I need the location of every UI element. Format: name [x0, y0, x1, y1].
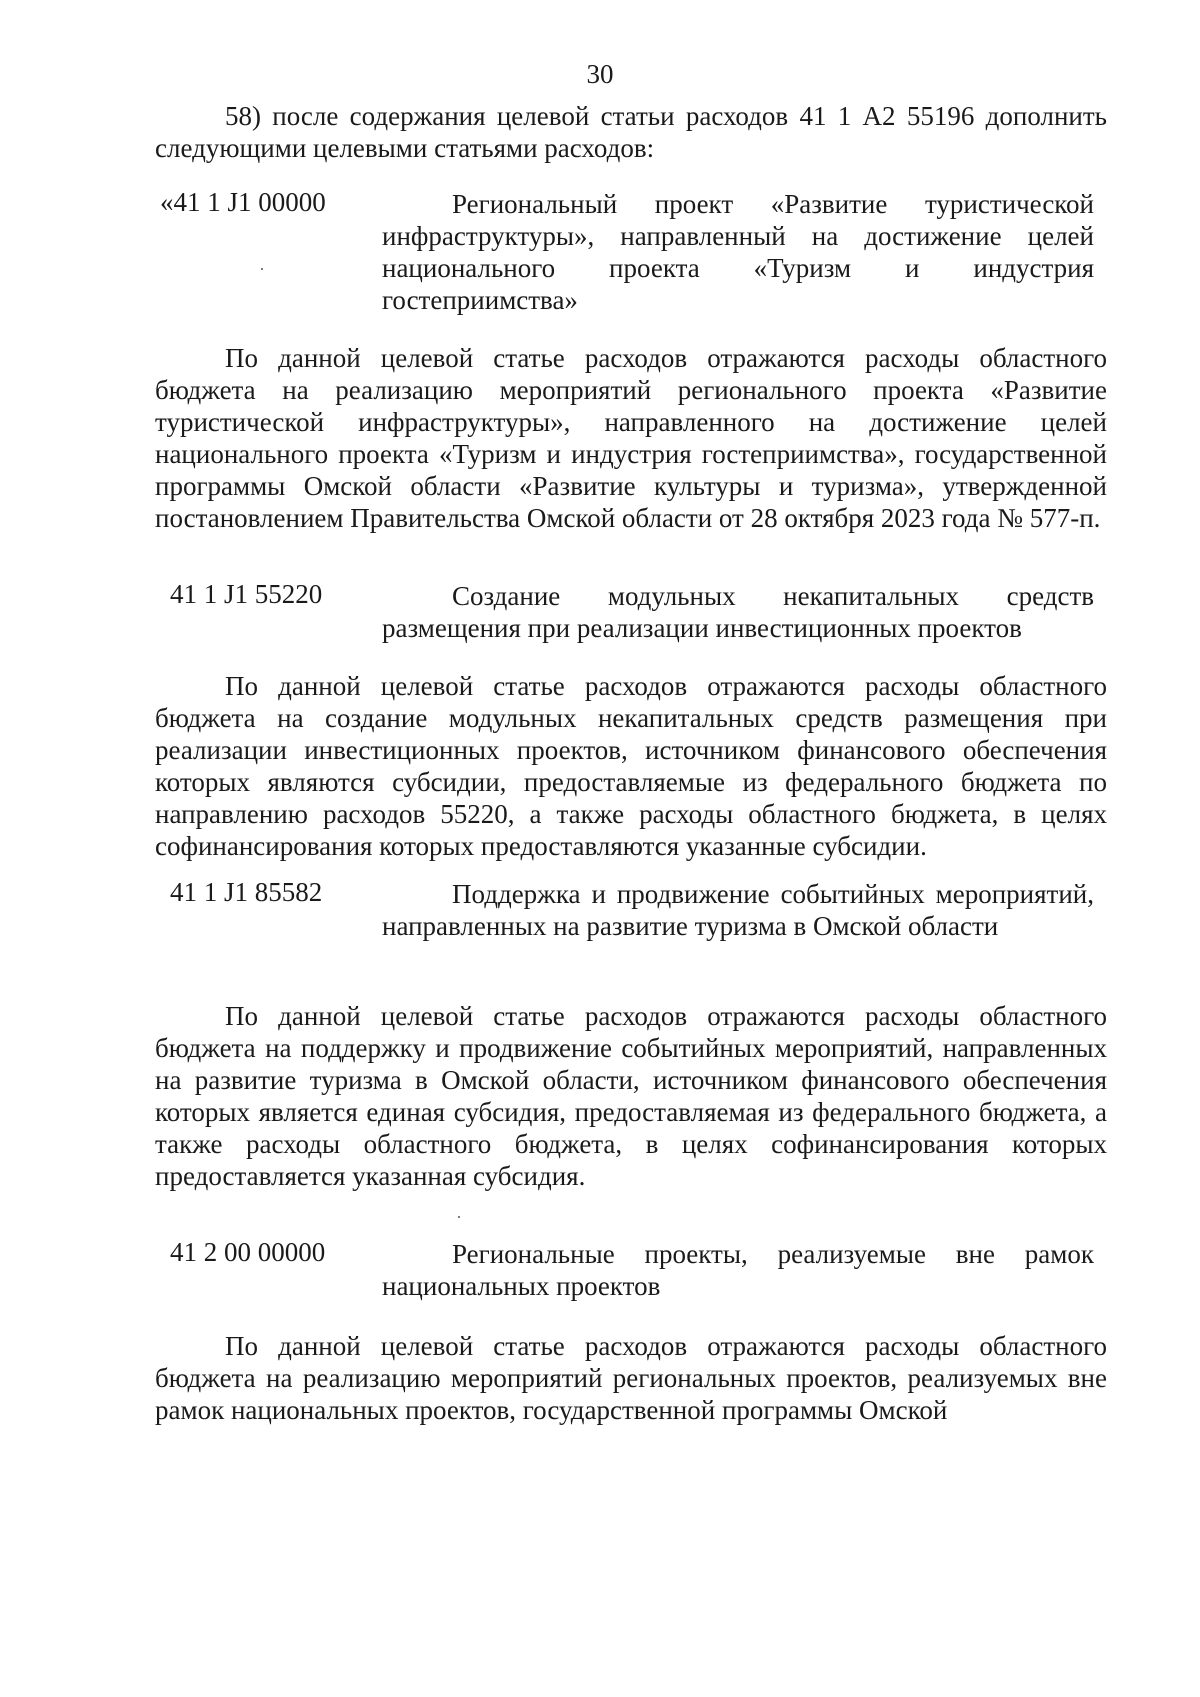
entry-description: По данной целевой статье расходов отражаются расходы областного бюджета на реализацию мероприятий регионального проекта «Развитие туристической инфраструктуры», направленного на достижение целей национального проекта «Туризм и индустрия гостеприимства», государственной программы Омской области «Развитие культуры и туризма», утвержденной постановлением Правительства Омской области от 28 октября 2023 года № 577-п. [155, 343, 1107, 533]
scan-speck [458, 1216, 460, 1218]
scan-speck [261, 268, 263, 270]
page-number: 30 [586, 59, 614, 89]
entry-title: Региональные проекты, реализуемые вне рамок национальных проектов [382, 1239, 1094, 1301]
entry-description: По данной целевой статье расходов отражаются расходы областного бюджета на создание модульных некапитальных средств размещения при реализации инвестиционных проектов, источником финансового обеспечения которых являются субсидии, предоставляемые из федерального бюджета по направлению расходов 55220, а также расходы областного бюджета, в целях софинансирования которых предоставляются указанные субсидии. [155, 671, 1107, 861]
entry-code: 41 2 00 00000 [170, 1237, 326, 1267]
entry-title: Поддержка и продвижение событийных мероприятий, направленных на развитие туризма в Омской области [382, 879, 1094, 941]
entry-title: Создание модульных некапитальных средств размещения при реализации инвестиционных проектов [382, 581, 1094, 643]
entry-description: По данной целевой статье расходов отражаются расходы областного бюджета на реализацию мероприятий региональных проектов, реализуемых вне рамок национальных проектов, государственной программы Омской [155, 1331, 1107, 1425]
entry-description: По данной целевой статье расходов отражаются расходы областного бюджета на поддержку и продвижение событийных мероприятий, направленных на развитие туризма в Омской области, источником финансового обеспечения которых является единая субсидия, предоставляемая из федерального бюджета, а также расходы областного бюджета, в целях софинансирования которых предоставляется указанная субсидия. [155, 1001, 1107, 1191]
entry-code: «41 1 J1 00000 [160, 187, 326, 217]
intro-paragraph: 58) после содержания целевой статьи расходов 41 1 А2 55196 дополнить следующими целевыми статьями расходов: [155, 101, 1107, 163]
entry-code: 41 1 J1 85582 [170, 877, 323, 907]
entry-title: Региональный проект «Развитие туристической инфраструктуры», направленный на достижение целей национального проекта «Туризм и индустрия гостеприимства» [382, 189, 1094, 315]
entry-code: 41 1 J1 55220 [170, 579, 323, 609]
